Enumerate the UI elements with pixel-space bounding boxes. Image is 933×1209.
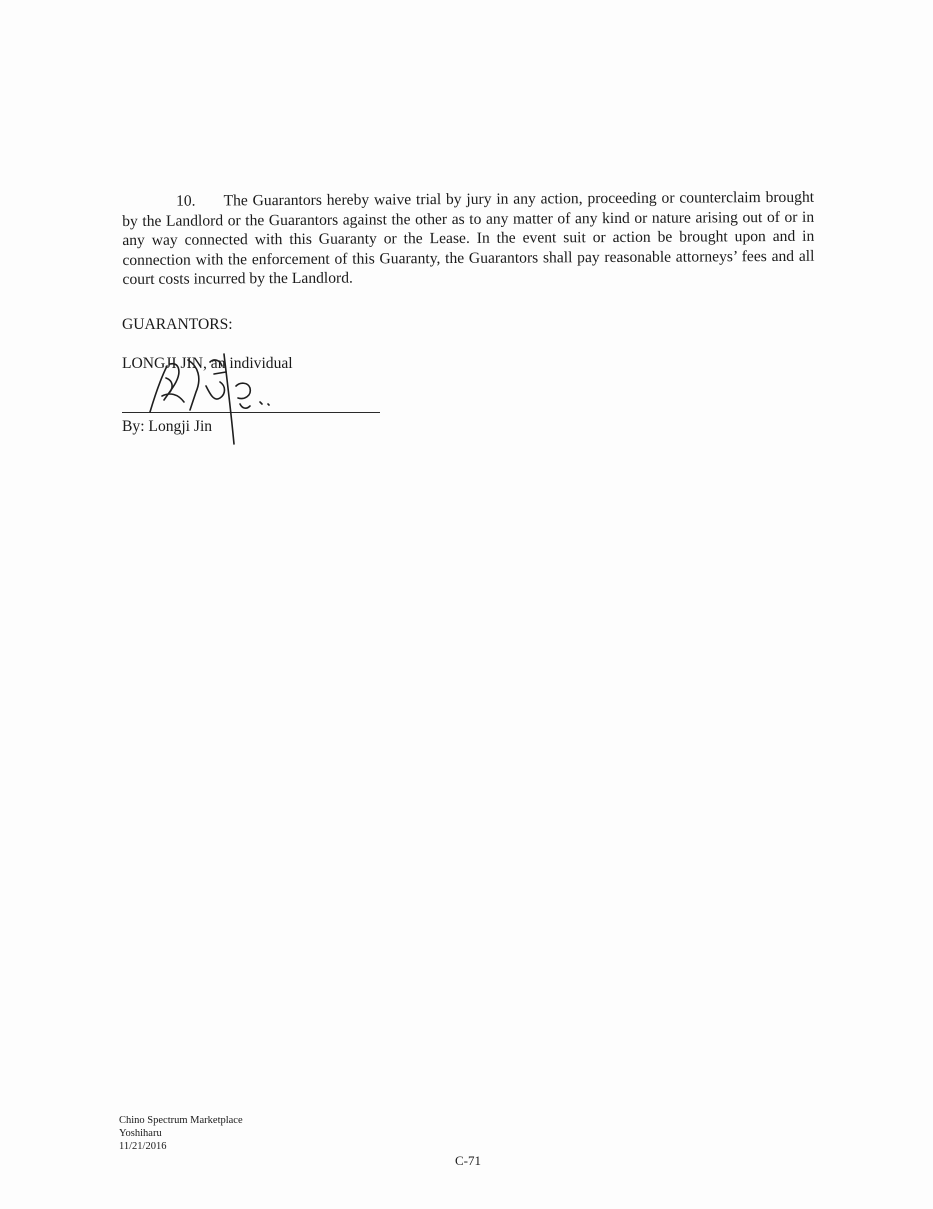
signatory-by-line: By: Longji Jin xyxy=(122,418,213,435)
footer-tenant-name: Yoshiharu xyxy=(119,1128,162,1139)
footer-property-name: Chino Spectrum Marketplace xyxy=(119,1115,243,1126)
paragraph-10 xyxy=(122,188,815,290)
handwritten-signature xyxy=(140,352,290,452)
document-footer xyxy=(119,1114,243,1153)
footer-date: 11/21/2016 xyxy=(119,1141,167,1152)
paragraph-number: 10. xyxy=(176,192,196,210)
paragraph-text: The Guarantors hereby waive trial by jury in any action, proceeding or counterclaim brought by the Landlord or the Guarantors against the other as to any matter of any kind or nature arising out of or in any way connected with this Guaranty or the Lease. In the event suit or action be brought upon and in connection with the enforcement of this Guaranty, the Guarantors shall pay reasonable attorneys’ fees and all court costs incurred by the Landlord. xyxy=(122,188,815,289)
guarantors-heading: GUARANTORS: xyxy=(122,316,233,333)
page-number: C-71 xyxy=(455,1153,481,1168)
guarantor-name-line: LONGJI JIN, an individual xyxy=(122,355,293,372)
